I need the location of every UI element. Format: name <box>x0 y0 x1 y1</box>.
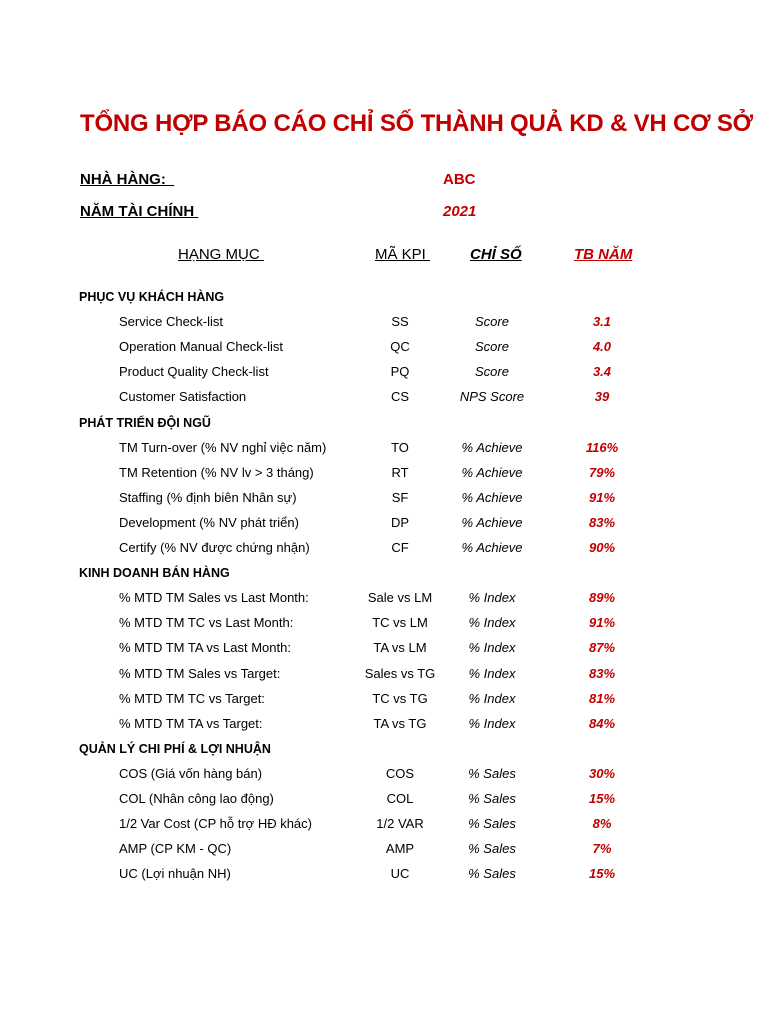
row-kpi-code: 1/2 VAR <box>376 816 424 832</box>
table-row <box>0 362 768 382</box>
row-name: % MTD TM TC vs Target: <box>119 690 265 706</box>
table-row <box>0 588 768 608</box>
section-header <box>0 287 768 307</box>
header-kpi-code: MÃ KPI <box>375 246 431 263</box>
row-year-average: 3.4 <box>592 364 612 380</box>
row-year-average: 3.1 <box>592 314 612 330</box>
table-row <box>0 463 768 483</box>
row-year-average: 39 <box>594 389 610 405</box>
restaurant-value: ABC <box>443 171 476 188</box>
table-row <box>0 337 768 357</box>
row-name: Certify (% NV được chứng nhận) <box>119 540 310 555</box>
row-name: COS (Giá vốn hàng bán) <box>119 765 263 781</box>
row-name: TM Retention (% NV lv > 3 tháng) <box>119 464 314 480</box>
row-year-average: 30% <box>588 765 616 781</box>
row-kpi-code: DP <box>390 514 410 530</box>
row-index-type: NPS Score <box>459 389 525 405</box>
row-name: Service Check-list <box>119 314 224 330</box>
table-row <box>0 814 768 834</box>
row-kpi-code: TC vs TG <box>372 690 428 706</box>
row-kpi-code: UC <box>390 866 410 882</box>
row-year-average: 91% <box>588 489 616 505</box>
table-row <box>0 664 768 684</box>
header-index: CHỈ SỐ <box>470 246 522 263</box>
section-title: PHỤC VỤ KHÁCH HÀNG <box>79 290 225 304</box>
report-title: TỔNG HỢP BÁO CÁO CHỈ SỐ THÀNH QUẢ KD & VH CƠ SỞ <box>80 110 753 137</box>
row-index-type: % Achieve <box>461 540 523 555</box>
row-kpi-code: TA vs TG <box>373 715 427 731</box>
row-year-average: 89% <box>588 590 616 606</box>
row-name: 1/2 Var Cost (CP hỗ trợ HĐ khác) <box>119 816 312 832</box>
row-year-average: 116% <box>585 439 619 455</box>
row-index-type: % Index <box>468 665 516 681</box>
table-row <box>0 864 768 884</box>
row-name: Operation Manual Check-list <box>119 339 284 355</box>
table-row <box>0 689 768 709</box>
row-year-average: 83% <box>588 514 616 530</box>
row-kpi-code: Sale vs LM <box>367 590 433 606</box>
row-kpi-code: COS <box>385 765 415 781</box>
row-kpi-code: AMP <box>385 841 415 857</box>
row-index-type: % Sales <box>468 841 516 857</box>
row-index-type: % Achieve <box>461 489 523 505</box>
row-index-type: % Sales <box>468 791 516 806</box>
row-kpi-code: TC vs LM <box>372 615 428 631</box>
row-kpi-code: Sales vs TG <box>364 665 436 681</box>
row-index-type: % Sales <box>468 765 516 781</box>
row-name: UC (Lợi nhuận NH) <box>119 866 231 882</box>
row-name: Development (% NV phát triển) <box>119 514 299 530</box>
row-index-type: % Achieve <box>461 439 523 455</box>
row-index-type: % Sales <box>468 816 516 832</box>
row-name: % MTD TM Sales vs Last Month: <box>119 590 309 606</box>
row-year-average: 91% <box>588 615 616 631</box>
row-kpi-code: TA vs LM <box>373 640 427 656</box>
row-year-average: 81% <box>588 690 616 706</box>
table-row <box>0 438 768 458</box>
row-kpi-code: COL <box>386 791 414 806</box>
row-year-average: 87% <box>588 640 616 656</box>
header-year-average: TB NĂM <box>574 246 633 263</box>
row-index-type: % Index <box>468 715 516 731</box>
table-row <box>0 839 768 859</box>
row-name: COL (Nhân công lao động) <box>119 791 274 806</box>
row-kpi-code: TO <box>391 439 409 455</box>
row-index-type: Score <box>475 364 509 380</box>
fiscal-year-label: NĂM TÀI CHÍNH <box>80 203 199 220</box>
row-year-average: 7% <box>592 841 612 857</box>
section-title: KINH DOANH BÁN HÀNG <box>79 566 230 581</box>
table-row <box>0 387 768 407</box>
row-year-average: 84% <box>588 715 616 731</box>
row-year-average: 15% <box>588 791 616 806</box>
table-row <box>0 488 768 508</box>
table-row <box>0 714 768 734</box>
restaurant-label: NHÀ HÀNG: <box>80 171 175 188</box>
section-header <box>0 413 768 433</box>
row-index-type: % Index <box>468 640 516 656</box>
row-name: % MTD TM TC vs Last Month: <box>119 615 294 631</box>
row-name: TM Turn-over (% NV nghỉ việc năm) <box>119 439 327 455</box>
row-kpi-code: PQ <box>390 364 410 380</box>
fiscal-year-value: 2021 <box>443 203 477 220</box>
section-header <box>0 739 768 759</box>
table-row <box>0 789 768 809</box>
section-title: QUẢN LÝ CHI PHÍ & LỢI NHUẬN <box>79 741 271 756</box>
row-name: Customer Satisfaction <box>119 389 247 405</box>
table-row <box>0 513 768 533</box>
row-index-type: % Sales <box>468 866 516 882</box>
row-index-type: % Index <box>468 615 516 631</box>
row-kpi-code: RT <box>391 464 409 480</box>
row-year-average: 83% <box>588 665 616 681</box>
row-name: AMP (CP KM - QC) <box>119 841 232 857</box>
row-kpi-code: SS <box>391 314 409 330</box>
table-row <box>0 638 768 658</box>
row-kpi-code: SF <box>391 489 409 505</box>
section-header <box>0 563 768 583</box>
row-index-type: Score <box>475 314 509 330</box>
row-year-average: 4.0 <box>592 339 612 355</box>
row-year-average: 79% <box>588 464 616 480</box>
row-year-average: 90% <box>588 540 616 555</box>
row-name: % MTD TM TA vs Last Month: <box>119 640 291 656</box>
row-kpi-code: CS <box>390 389 410 405</box>
table-row <box>0 613 768 633</box>
row-index-type: % Index <box>468 690 516 706</box>
table-row <box>0 538 768 558</box>
row-index-type: % Achieve <box>461 464 523 480</box>
row-name: % MTD TM Sales vs Target: <box>119 665 281 681</box>
table-row <box>0 764 768 784</box>
row-index-type: Score <box>475 339 509 355</box>
row-name: Staffing (% định biên Nhân sự) <box>119 489 297 505</box>
row-index-type: % Index <box>468 590 516 606</box>
row-kpi-code: CF <box>391 540 409 555</box>
header-category: HẠNG MỤC <box>178 246 264 263</box>
row-kpi-code: QC <box>390 339 410 355</box>
table-row <box>0 312 768 332</box>
row-index-type: % Achieve <box>461 514 523 530</box>
row-name: % MTD TM TA vs Target: <box>119 715 263 731</box>
section-title: PHÁT TRIỂN ĐỘI NGŨ <box>79 415 211 430</box>
row-year-average: 8% <box>592 816 612 832</box>
row-year-average: 15% <box>588 866 616 882</box>
row-name: Product Quality Check-list <box>119 364 269 380</box>
